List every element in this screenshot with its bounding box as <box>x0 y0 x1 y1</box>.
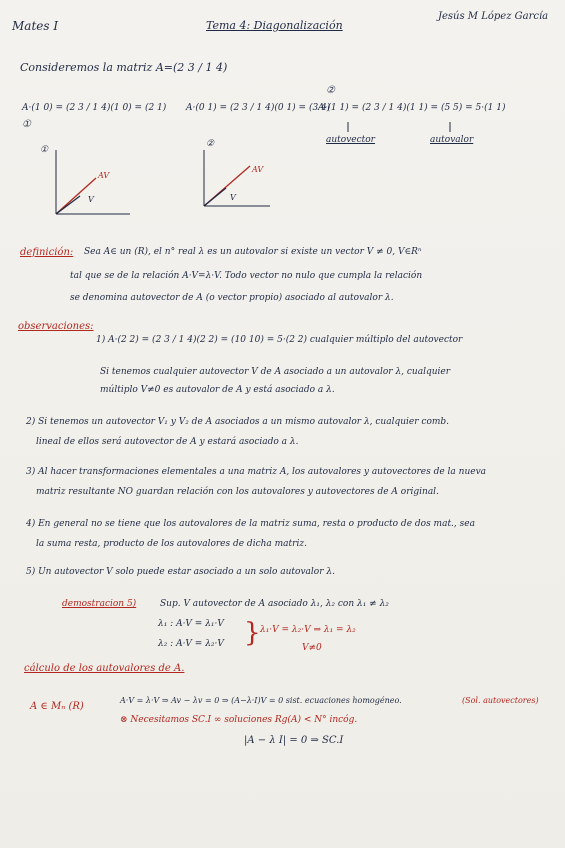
subject-title: Mates I <box>12 19 59 33</box>
av-label-2: AV <box>252 165 264 174</box>
diagram-1-number: ① <box>40 145 49 155</box>
example-1: A·(1 0) = (2 3 / 1 4)(1 0) = (2 1) <box>22 103 167 113</box>
calculo-sol: (Sol. autovectores) <box>462 696 539 705</box>
calculo-title: cálculo de los autovalores de A. <box>24 663 185 674</box>
obs-4a: 4) En general no se tiene que los autovalores de la matriz suma, resta o producto de dos mat., sea <box>26 519 475 529</box>
calculo-eq: A·V = λ·V ⇒ Av − λv = 0 ⇒ (A−λ·I)V = 0 sist. ecuaciones homogéneo. <box>120 696 402 705</box>
obs-1: 1) A·(2 2) = (2 3 / 1 4)(2 2) = (10 10) = 5·(2 2) cualquier múltiplo del autovector <box>96 335 463 345</box>
demostracion-l2: λ₂ : A·V = λ₂·V <box>158 639 224 649</box>
calculo-nec: ⊗ Necesitamos SC.I ∞ soluciones Rg(A) < N° incóg. <box>120 715 358 725</box>
calculo-det: |A − λ I| = 0 ⇒ SC.I <box>244 735 344 746</box>
v-arrow-1 <box>56 196 80 214</box>
diagram-2-number: ② <box>206 139 215 149</box>
demostracion-sup: Sup. V autovector de A asociado λ₁, λ₂ con λ₁ ≠ λ₂ <box>160 599 389 609</box>
definicion-line-1: Sea A∈ un (R), el n° real λ es un autovalor si existe un vector V ≠ 0, V∈Rⁿ <box>84 247 422 257</box>
obs-1c: múltiplo V≠0 es autovalor de A y está asociado a λ. <box>100 385 335 395</box>
obs-3b: matriz resultante NO guardan relación con los autovalores y autovectores de A original. <box>36 487 439 497</box>
example-3: A·(1 1) = (2 3 / 1 4)(1 1) = (5 5) = 5·(1 1) <box>318 103 506 113</box>
demostracion-result: λ₁·V = λ₂·V ⇒ λ₁ = λ₂ <box>260 625 356 635</box>
definicion-line-2: tal que se de la relación A·V=λ·V. Todo vector no nulo que cumpla la relación <box>70 271 423 281</box>
demostracion-label: demostracion 5) <box>62 599 137 609</box>
obs-3a: 3) Al hacer transformaciones elementales a una matriz A, los autovalores y autovectores de la nueva <box>26 467 487 477</box>
demostracion-l1: λ₁ : A·V = λ₁·V <box>158 619 224 629</box>
brace: } <box>244 618 261 648</box>
obs-2a: 2) Si tenemos un autovector V₁ y V₂ de A asociados a un mismo autovalor λ, cualquier comb. <box>26 417 450 427</box>
obs-1b: Si tenemos cualquier autovector V de A asociado a un autovalor λ, cualquier <box>100 367 451 377</box>
autovector-label: autovector <box>326 135 375 145</box>
topic-title: Tema 4: Diagonalización <box>206 19 343 32</box>
observaciones-label: observaciones: <box>18 321 94 332</box>
v-label-1: V <box>88 195 94 204</box>
v-arrow-2 <box>204 188 226 206</box>
obs-5: 5) Un autovector V solo puede estar asociado a un solo autovalor λ. <box>26 567 335 577</box>
number-2-label: ② <box>326 85 335 96</box>
author-name: Jesús M López García <box>438 11 549 22</box>
definicion-label: definición: <box>20 247 74 258</box>
intro-line: Consideremos la matriz A=(2 3 / 1 4) <box>20 61 228 74</box>
autovalor-label: autovalor <box>430 135 474 145</box>
example-2: A·(0 1) = (2 3 / 1 4)(0 1) = (3 4) <box>186 103 331 113</box>
av-label-1: AV <box>98 171 110 180</box>
number-1-label: ① <box>22 119 31 130</box>
definicion-line-3: se denomina autovector de A (o vector propio) asociado al autovalor λ. <box>70 293 394 303</box>
calculo-a-in: A ∈ Mₙ (R) <box>30 701 84 712</box>
obs-2b: lineal de ellos será autovector de A y estará asociado a λ. <box>36 437 299 447</box>
demostracion-v-nonzero: V≠0 <box>302 643 322 653</box>
v-label-2: V <box>230 193 236 202</box>
obs-4b: la suma resta, producto de los autovalores de dicha matriz. <box>36 539 307 549</box>
diagrams-svg <box>0 0 565 240</box>
